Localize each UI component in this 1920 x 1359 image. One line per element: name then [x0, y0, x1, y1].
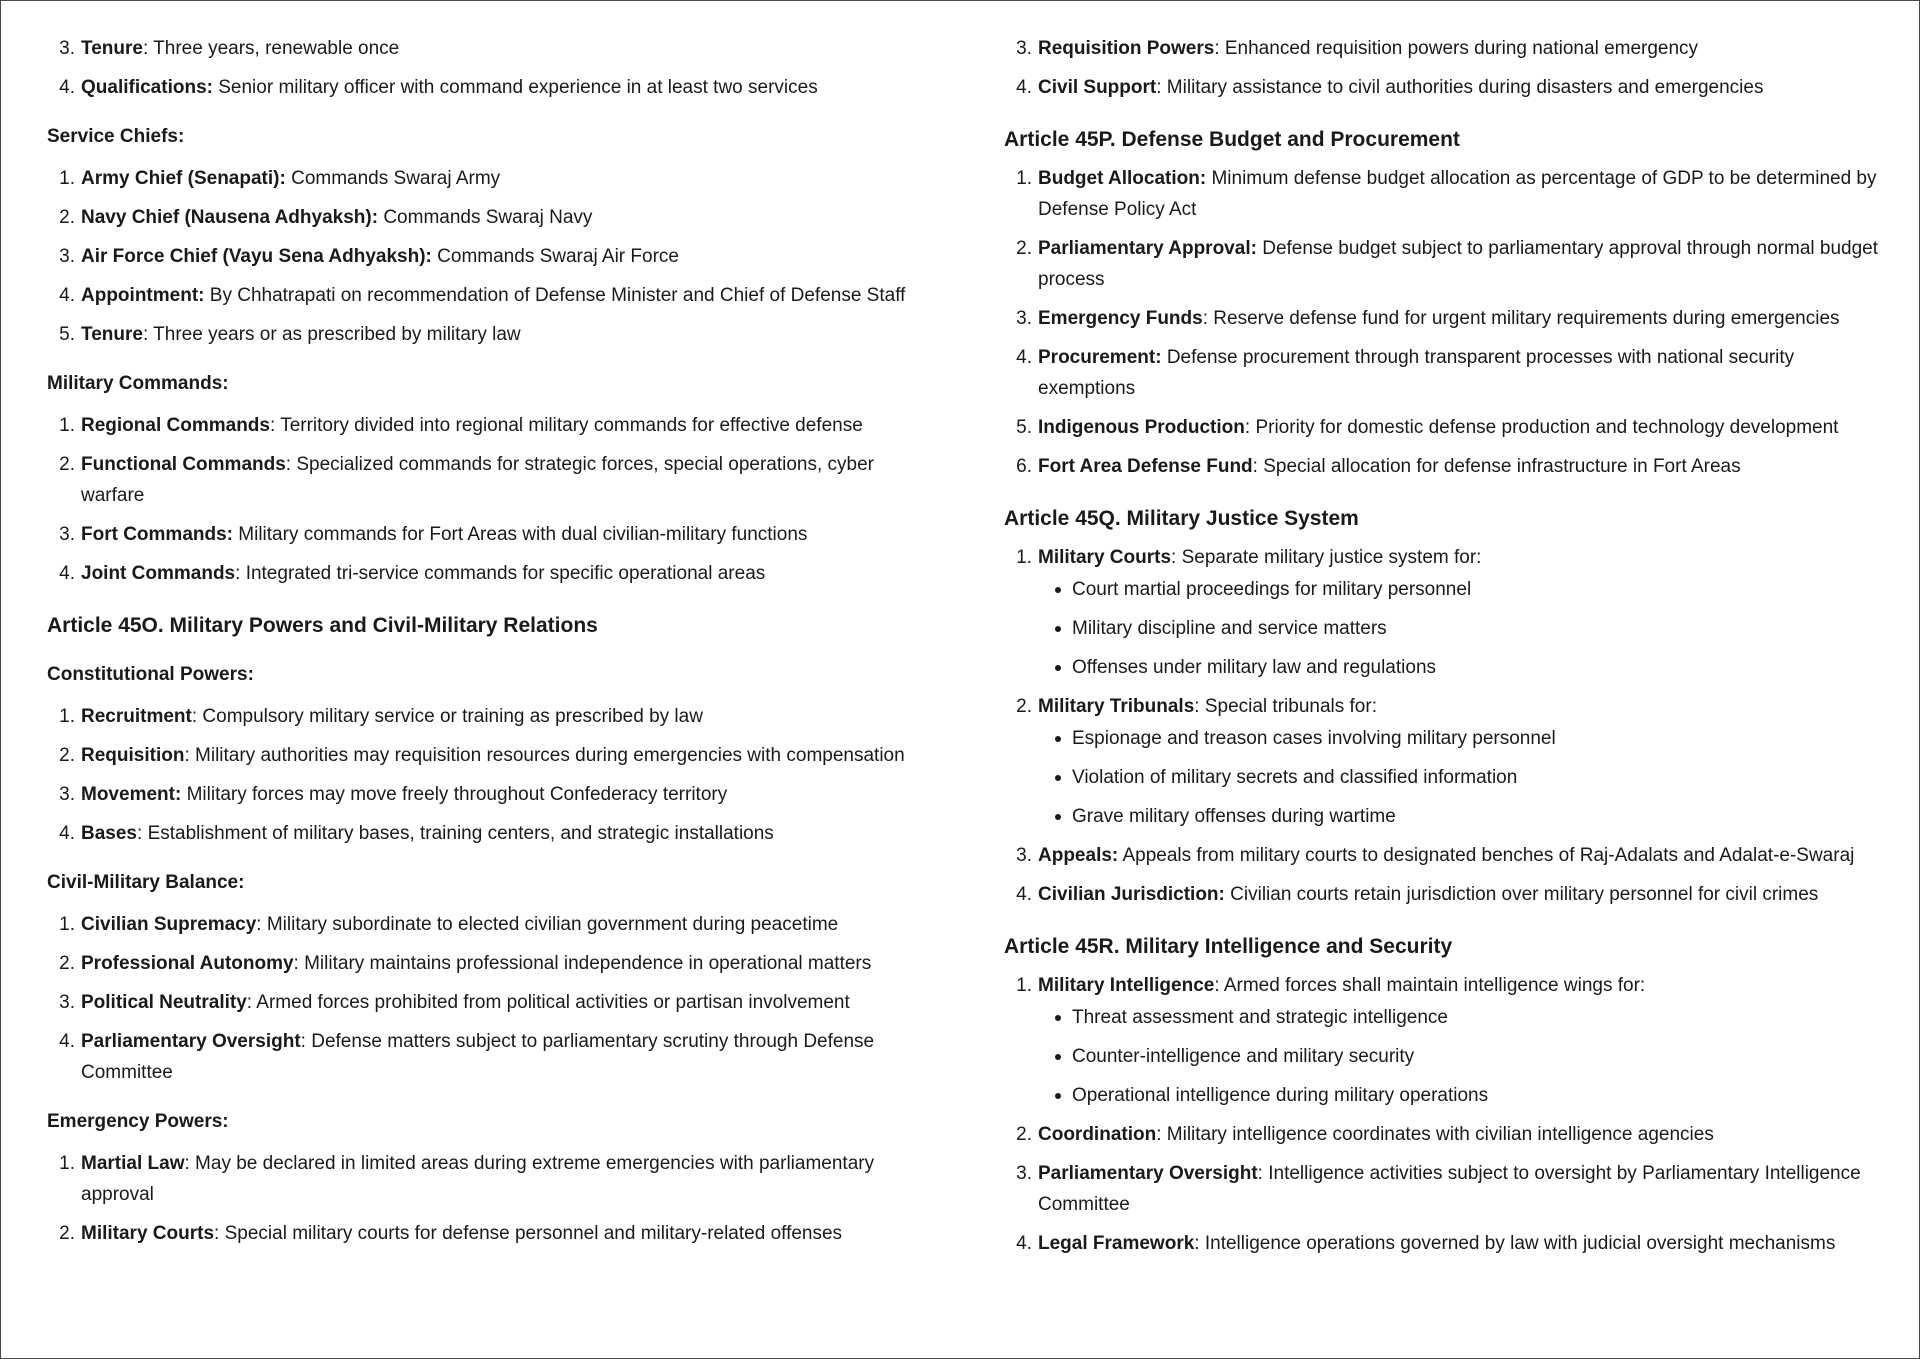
list-item: 2. Military Courts: Special military courts for defense personnel and military-related offenses — [59, 1223, 843, 1244]
list-item: 1. Martial Law: May be declared in limited areas during extreme emergencies with parliamentary approval — [59, 1153, 875, 1205]
list-item: 2. Professional Autonomy: Military maintains professional independence in operational matters — [59, 953, 872, 974]
bullet-item: Military discipline and service matters — [1072, 613, 1884, 644]
bullet-item: Violation of military secrets and classified information — [1072, 762, 1884, 793]
article-45o-heading: Article 45O. Military Powers and Civil-Military Relations — [47, 614, 598, 637]
civil-military-balance-list — [47, 909, 927, 1088]
numbered-list — [47, 33, 927, 103]
list-item: 2. Military Tribunals: Special tribunals for: Espionage and treason cases involving military personnel Violation of military secrets and classified information Grave military offenses during wartime — [1038, 691, 1884, 832]
constitutional-powers-list — [47, 701, 927, 849]
bullet-item: Operational intelligence during military operations — [1072, 1080, 1884, 1111]
list-item: 1. Regional Commands: Territory divided into regional military commands for effective defense — [59, 415, 863, 436]
list-item: 4. Civilian Jurisdiction: Civilian courts retain jurisdiction over military personnel for civil crimes — [1016, 884, 1819, 905]
list-item: 2. Functional Commands: Specialized commands for strategic forces, special operations, cyber warfare — [59, 454, 875, 506]
bullet-item: Grave military offenses during wartime — [1072, 801, 1884, 832]
list-item: 1. Military Intelligence: Armed forces shall maintain intelligence wings for: Threat assessment and strategic intelligence Counter-intelligence and military security Operational intelligence during military operations — [1038, 970, 1884, 1111]
list-item: 4. Bases: Establishment of military bases, training centers, and strategic installations — [59, 823, 774, 844]
list-item: 4. Civil Support: Military assistance to civil authorities during disasters and emergencies — [1016, 77, 1764, 98]
bullet-item: Offenses under military law and regulations — [1072, 652, 1884, 683]
bullet-list — [1038, 574, 1884, 683]
bullet-item: Counter-intelligence and military security — [1072, 1041, 1884, 1072]
bullet-item: Threat assessment and strategic intelligence — [1072, 1002, 1884, 1033]
list-item: 1. Civilian Supremacy: Military subordinate to elected civilian government during peacetime — [59, 914, 839, 935]
list-item: 3. Air Force Chief (Vayu Sena Adhyaksh): Commands Swaraj Air Force — [59, 246, 679, 267]
list-item: 3. Emergency Funds: Reserve defense fund for urgent military requirements during emergencies — [1016, 308, 1840, 329]
emergency-powers-heading: Emergency Powers: — [47, 1111, 229, 1132]
list-item: 1. Military Courts: Separate military justice system for: Court martial proceedings for military personnel Military discipline and service matters Offenses under military law and regulations — [1038, 542, 1884, 683]
military-commands-list — [47, 410, 927, 589]
list-item: 3. Requisition Powers: Enhanced requisition powers during national emergency — [1016, 38, 1699, 59]
list-item: 1. Army Chief (Senapati): Commands Swaraj Army — [59, 168, 501, 189]
list-item: 3. Fort Commands: Military commands for Fort Areas with dual civilian-military functions — [59, 524, 808, 545]
list-item: 2. Coordination: Military intelligence coordinates with civilian intelligence agencies — [1016, 1124, 1714, 1145]
list-item: 1. Recruitment: Compulsory military service or training as prescribed by law — [59, 706, 703, 727]
list-item: 3. Political Neutrality: Armed forces prohibited from political activities or partisan involvement — [59, 992, 850, 1013]
list-item: 3. Parliamentary Oversight: Intelligence activities subject to oversight by Parliamentary Intelligence Committee — [1016, 1163, 1861, 1215]
list-item: 3. Movement: Military forces may move freely throughout Confederacy territory — [59, 784, 728, 805]
list-item: 3. Appeals: Appeals from military courts to designated benches of Raj-Adalats and Adalat-e-Swaraj — [1016, 845, 1855, 866]
list-item: 4. Joint Commands: Integrated tri-service commands for specific operational areas — [59, 563, 766, 584]
list-item: 1. Budget Allocation: Minimum defense budget allocation as percentage of GDP to be determined by Defense Policy Act — [1016, 168, 1877, 220]
list-item: 4. Qualifications: Senior military officer with command experience in at least two services — [59, 77, 818, 98]
list-item: 2. Parliamentary Approval: Defense budget subject to parliamentary approval through normal budget process — [1016, 238, 1878, 290]
list-item: 4. Procurement: Defense procurement through transparent processes with national security exemptions — [1016, 347, 1795, 399]
article-45q-list — [1004, 542, 1884, 910]
article-45p-heading: Article 45P. Defense Budget and Procurement — [1004, 128, 1460, 151]
civil-military-balance-heading: Civil-Military Balance: — [47, 872, 245, 893]
list-item: 3. Tenure: Three years, renewable once — [59, 38, 400, 59]
constitutional-powers-heading: Constitutional Powers: — [47, 664, 254, 685]
list-item: 2. Requisition: Military authorities may requisition resources during emergencies with compensation — [59, 745, 905, 766]
article-45p-list — [1004, 163, 1884, 482]
service-chiefs-list — [47, 163, 927, 350]
bullet-list — [1038, 1002, 1884, 1111]
list-item: 6. Fort Area Defense Fund: Special allocation for defense infrastructure in Fort Areas — [1016, 456, 1741, 477]
bullet-item: Court martial proceedings for military personnel — [1072, 574, 1884, 605]
list-item: 2. Navy Chief (Nausena Adhyaksh): Commands Swaraj Navy — [59, 207, 593, 228]
list-item: 5. Tenure: Three years or as prescribed by military law — [59, 324, 521, 345]
bullet-item: Espionage and treason cases involving military personnel — [1072, 723, 1884, 754]
article-45r-list — [1004, 970, 1884, 1259]
article-45q-heading: Article 45Q. Military Justice System — [1004, 507, 1359, 530]
article-45r-heading: Article 45R. Military Intelligence and Security — [1004, 935, 1453, 958]
numbered-list — [1004, 33, 1884, 103]
list-item: 4. Appointment: By Chhatrapati on recommendation of Defense Minister and Chief of Defense Staff — [59, 285, 906, 306]
list-item: 4. Legal Framework: Intelligence operations governed by law with judicial oversight mechanisms — [1016, 1233, 1836, 1254]
list-item: 5. Indigenous Production: Priority for domestic defense production and technology development — [1016, 417, 1839, 438]
list-item: 4. Parliamentary Oversight: Defense matters subject to parliamentary scrutiny through Defense Committee — [59, 1031, 875, 1083]
left-column — [47, 33, 927, 1257]
bullet-list — [1038, 723, 1884, 832]
right-column — [1004, 33, 1884, 1267]
military-commands-heading: Military Commands: — [47, 373, 229, 394]
emergency-powers-list — [47, 1148, 927, 1249]
service-chiefs-heading: Service Chiefs: — [47, 126, 185, 147]
